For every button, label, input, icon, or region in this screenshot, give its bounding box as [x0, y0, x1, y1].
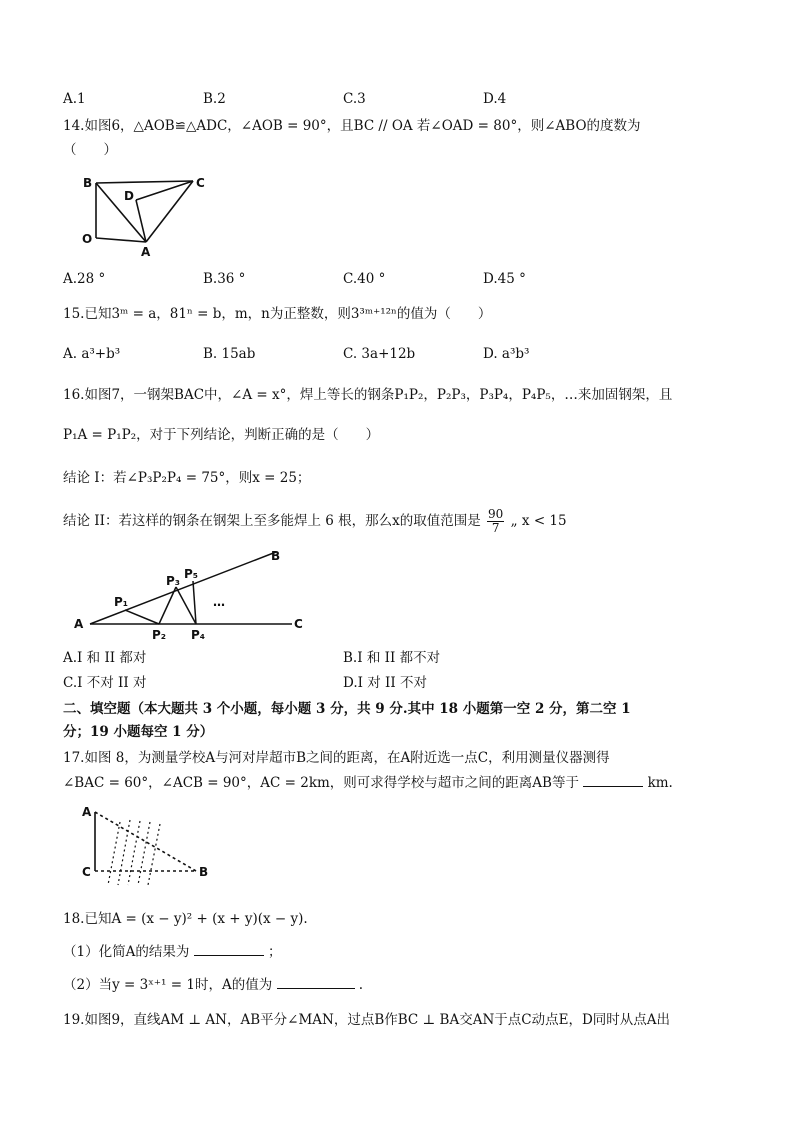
- fig7-label-p3: P₃: [166, 574, 181, 588]
- fig7-label-c: C: [294, 617, 303, 631]
- q15-option-c: C. 3a+12b: [343, 346, 416, 362]
- fig6-label-a: A: [141, 245, 151, 259]
- q18-part-1: [63, 943, 281, 961]
- fig7-label-p1: P₁: [114, 595, 129, 609]
- fig8-label-a: A: [82, 805, 92, 819]
- q16-option-a: A.I 和 II 都对: [63, 650, 147, 666]
- q18-part-1-blank[interactable]: [194, 943, 264, 956]
- fig6-label-o: O: [82, 232, 93, 246]
- fig8-label-b: B: [199, 865, 209, 879]
- fig7-label-p4: P₄: [191, 628, 206, 642]
- q14-option-c: C.40 °: [343, 271, 386, 287]
- q16-conclusion-2-text: 结论 II：若这样的钢条在钢架上至多能焊上 6 根，那么x的取值范围是: [63, 513, 481, 529]
- q19-line-1: 19.如图9，直线AM ⊥ AN，AB平分∠MAN，过点B作BC ⊥ BA交AN于点C动点E，D同时从点A出: [63, 1012, 671, 1028]
- q13-option-c: C.3: [343, 91, 366, 107]
- q16-option-d: D.I 对 II 不对: [343, 675, 428, 691]
- q14-option-d: D.45 °: [483, 271, 526, 287]
- q18-stem: 18.已知A = (x − y)² + (x + y)(x − y).: [63, 911, 308, 927]
- q16-fraction-num: 90: [488, 507, 504, 521]
- q15-option-a: A. a³+b³: [63, 346, 121, 362]
- q14-stem: 14.如图6，△AOB≌△ADC，∠AOB = 90°，且BC // OA 若∠OAD = 80°，则∠ABO的度数为: [63, 118, 641, 134]
- q13-option-a: A.1: [63, 91, 86, 107]
- fig7-label-b: B: [271, 549, 281, 563]
- fig6-label-d: D: [124, 189, 134, 203]
- q13-option-b: B.2: [203, 91, 226, 107]
- q16-fraction-den: 7: [491, 521, 500, 535]
- q16-line-1: 16.如图7，一钢架BAC中，∠A = x°，焊上等长的钢条P₁P₂，P₂P₃，P₃P₄，P₄P₅，…来加固钢架，且: [63, 387, 673, 403]
- fig6-label-c: C: [196, 176, 205, 190]
- fig6-label-b: B: [83, 176, 93, 190]
- q15-option-b: B. 15ab: [203, 346, 256, 362]
- fig7-label-a: A: [74, 617, 84, 631]
- q14-option-b: B.36 °: [203, 271, 246, 287]
- q17-unit: km.: [647, 775, 673, 791]
- fig7-label-p2: P₂: [152, 628, 167, 642]
- q14-paren: （ ）: [63, 142, 117, 158]
- q14-option-a: A.28 °: [63, 271, 106, 287]
- q16-fraction: [487, 508, 504, 535]
- q18-part-2-end: .: [358, 977, 364, 993]
- q15-option-d: D. a³b³: [483, 346, 530, 362]
- q18-part-1-end: ；: [267, 944, 282, 960]
- q17-answer-blank[interactable]: [583, 774, 643, 787]
- q18-part-2-text: （2）当y = 3ˣ⁺¹ = 1时，A的值为: [63, 977, 273, 993]
- q16-line-2: P₁A = P₁P₂，对于下列结论，判断正确的是（ ）: [63, 427, 380, 443]
- q16-option-c: C.I 不对 II 对: [63, 675, 147, 691]
- q13-option-d: D.4: [483, 91, 507, 107]
- q15-stem: 15.已知3ᵐ = a，81ⁿ = b，m，n为正整数，则3³ᵐ⁺¹²ⁿ的值为（ ）: [63, 306, 492, 322]
- figure-7: [70, 545, 320, 645]
- section-2-heading-line-2: 分；19 小题每空 1 分）: [63, 724, 214, 740]
- q17-line-1: 17.如图 8，为测量学校A与河对岸超市B之间的距离，在A附近选一点C，利用测量仪器测得: [63, 750, 610, 766]
- q18-part-2-blank[interactable]: [277, 976, 355, 989]
- q16-conclusion-2-range: „ x < 15: [510, 513, 567, 529]
- q17-line-2-text: ∠BAC = 60°，∠ACB = 90°，AC = 2km，则可求得学校与超市之间的距离AB等于: [63, 775, 579, 791]
- q16-conclusion-1: 结论 I：若∠P₃P₂P₄ = 75°，则x = 25；: [63, 470, 311, 486]
- fig7-dots: …: [213, 595, 225, 609]
- figure-8: [78, 800, 218, 890]
- q18-part-1-text: （1）化简A的结果为: [63, 944, 190, 960]
- q18-part-2: [63, 976, 363, 994]
- q16-option-b: B.I 和 II 都不对: [343, 650, 441, 666]
- fig7-label-p5: P₅: [184, 567, 199, 581]
- q17-line-2: [63, 774, 673, 792]
- section-2-heading-line-1: 二、填空题（本大题共 3 个小题，每小题 3 分，共 9 分.其中 18 小题第一空 2 分，第二空 1: [63, 701, 631, 717]
- fig8-label-c: C: [82, 865, 91, 879]
- q16-conclusion-2: [63, 508, 567, 535]
- figure-6: [80, 170, 220, 260]
